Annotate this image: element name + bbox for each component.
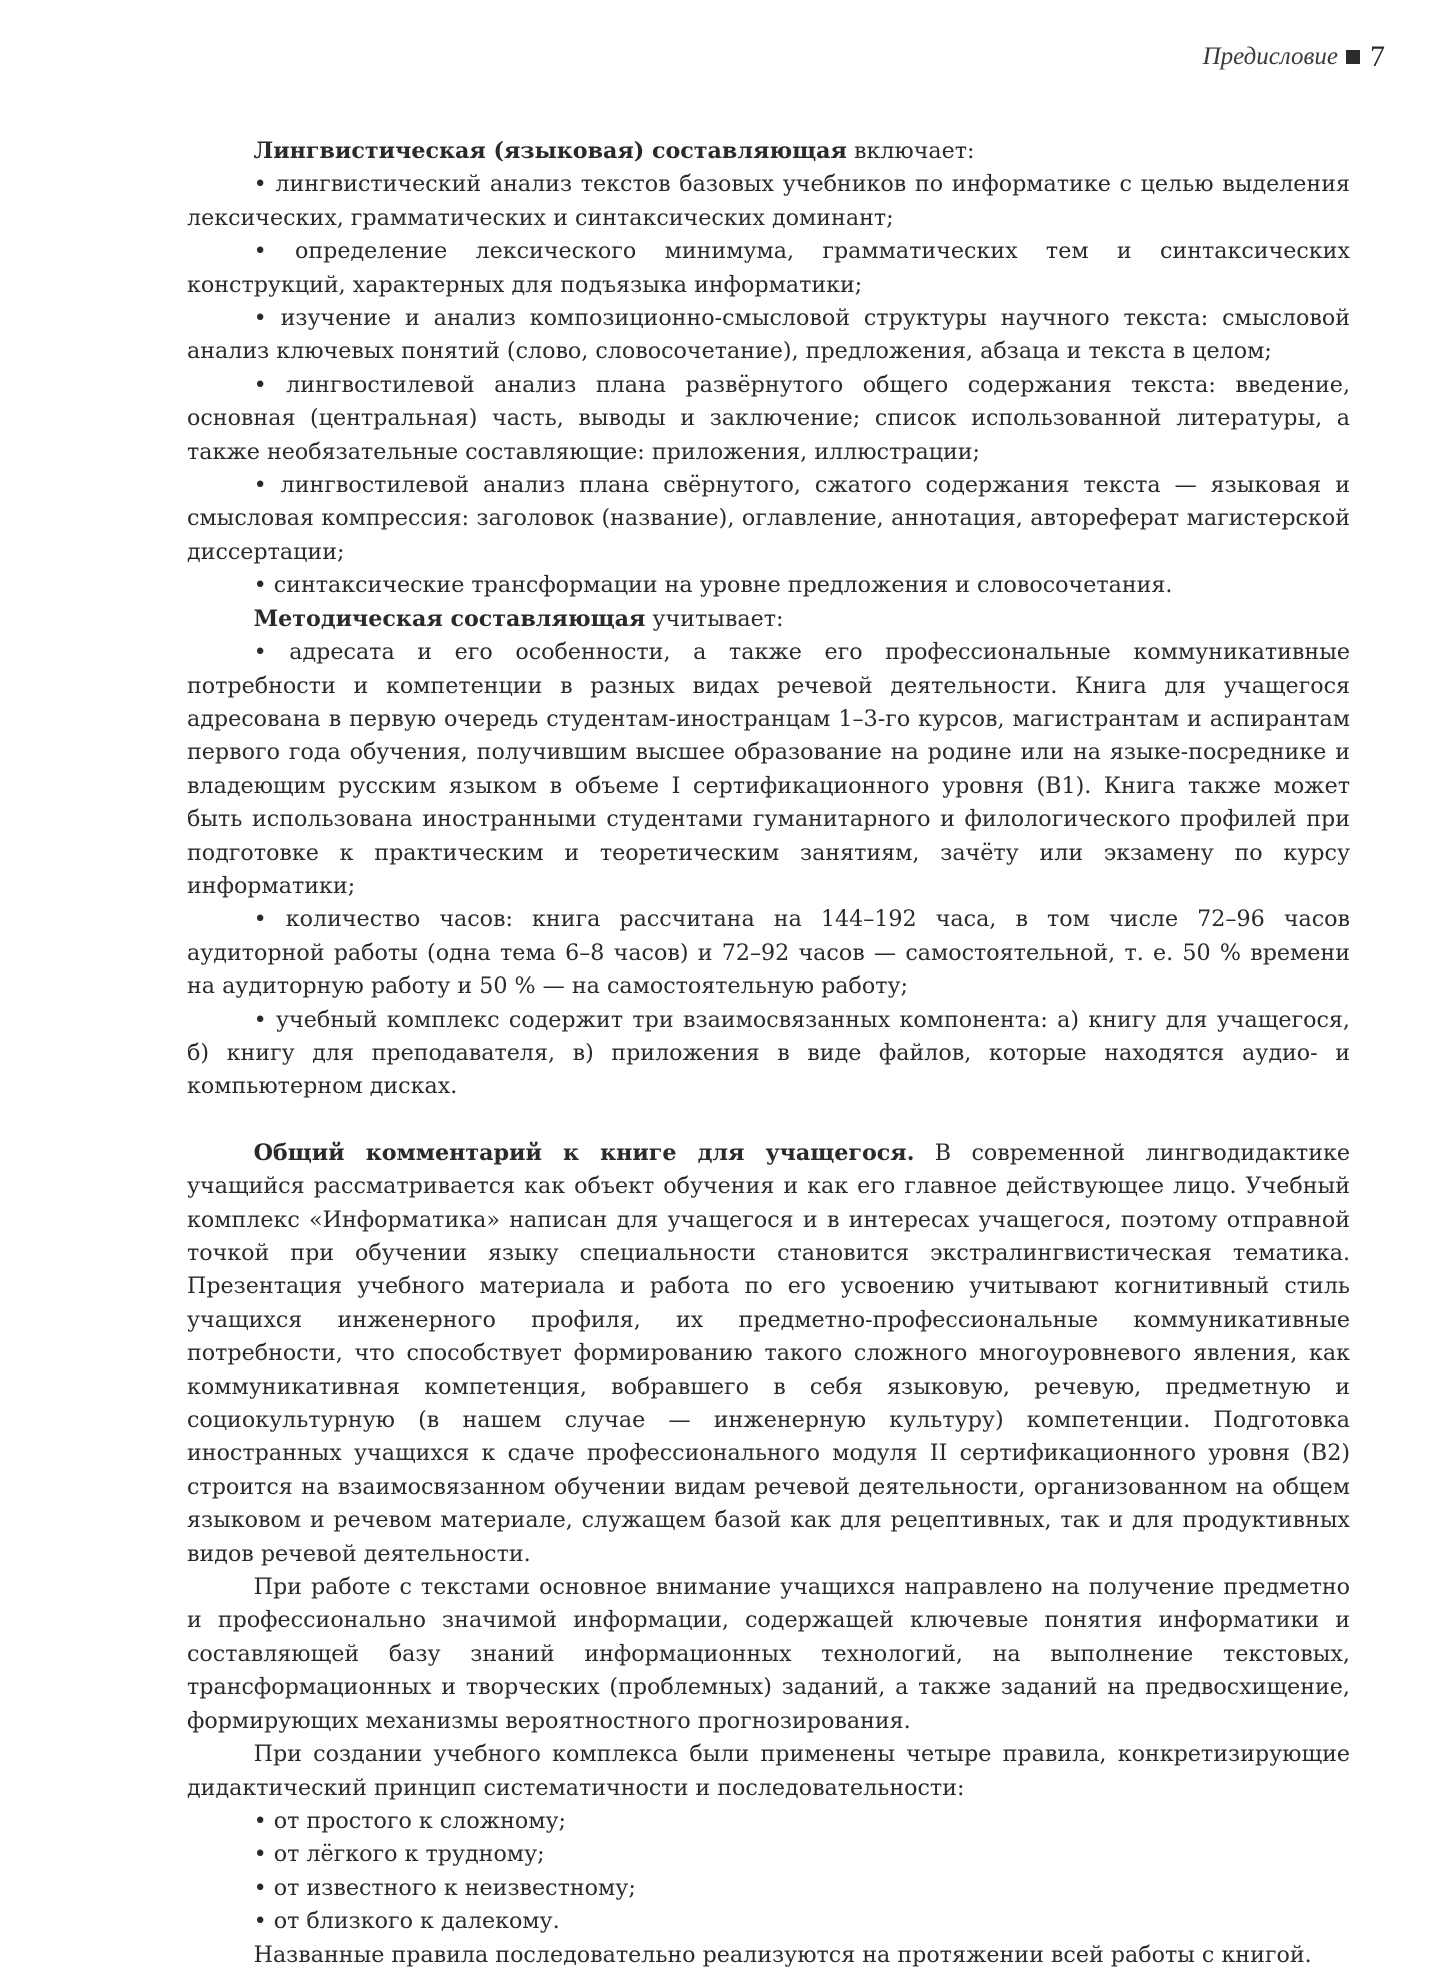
bullet-icon: • <box>253 305 267 332</box>
bullet-icon: • <box>253 1006 267 1033</box>
list-item <box>187 469 1350 569</box>
page-body <box>187 135 1350 1972</box>
list-item-text: лингвостилевой анализ плана свёрнутого, сжатого содержания текста — языковая и смысловая компрессия: заголовок (название), оглавление, аннотация, автореферат магистерской диссертации; <box>187 472 1350 565</box>
general-paragraph-3: При создании учебного комплекса были применены четыре правила, конкретизирующие дидактический принцип систематичности и последовательности: <box>187 1741 1350 1801</box>
linguistic-heading: Лингвистическая (языковая) составляющая <box>253 138 847 164</box>
methodical-heading-tail: учитывает: <box>645 605 784 632</box>
page-number: 7 <box>1370 40 1385 73</box>
list-item <box>187 369 1350 469</box>
bullet-icon: • <box>253 1908 267 1935</box>
list-item-text: количество часов: книга рассчитана на 144–192 часа, в том числе 72–96 часов аудиторной работы (одна тема 6–8 часов) и 72–92 часов — самостоятельной, т. е. 50 % времени на аудиторную работу и 50 % — на самостоятельную работу; <box>187 906 1350 1000</box>
list-item-text: лингвостилевой анализ плана развёрнутого общего содержания текста: введение, основная (центральная) часть, выводы и заключение; список использованной литературы, а также необязательные составляющие: приложения, иллюстрации; <box>187 371 1350 465</box>
list-item <box>187 302 1350 369</box>
section-gap <box>187 1104 1350 1137</box>
general-paragraph-1-text: В современной лингводидактике учащийся рассматривается как объект обучения и как его главное действующее лицо. Учебный комплекс «Информатика» написан для учащегося и в интересах учащегося, поэтому отправной точкой при обучении языку специальности становится экстралингвистическая тематика. Презентация учебного материала и работа по его усвоению учитывают когнитивный стиль учащихся инженерного профиля, их предметно-профессиональные коммуникативные потребности, что способствует формированию такого сложного многоуровневого явления, как коммуникативная компетенция, вобравшего в себя языковую, речевую, предметную и социокультурную (в нашем случае — инженерную культуру) компетенции. Подготовка иностранных учащихся к сдаче профессионального модуля II сертификационного уровня (В2) строится на взаимосвязанном обучении видам речевой деятельности, организованном на общем языковом и речевом материале, служащем базой как для рецептивных, так и для продуктивных видов речевой деятельности. <box>187 1139 1350 1567</box>
bullet-icon: • <box>253 238 267 265</box>
methodical-heading-paragraph <box>187 603 1350 636</box>
general-paragraph-2: При работе с текстами основное внимание учащихся направлено на получение предметно и профессионально значимой информации, содержащей ключевые понятия информатики и составляющей базу знаний информационных технологий, на выполнение текстовых, трансформационных и творческих (проблемных) заданий, а также заданий на предвосхищение, формирующих механизмы вероятностного прогнозирования. <box>187 1574 1350 1734</box>
list-item <box>187 1872 1350 1905</box>
running-head-section: Предисловие <box>1202 43 1338 70</box>
list-item-text: адресата и его особенности, а также его профессиональные коммуникативные потребности и компетенции в разных видах речевой деятельности. Книга для учащегося адресована в первую очередь студентам-иностранцам 1–3-го курсов, магистрантам и аспирантам первого года обучения, получившим высшее образование на родине или на языке-посреднике и владеющим русским языком в объеме I сертификационного уровня (В1). Книга также может быть использована иностранными студентами гуманитарного и филологического профилей при подготовке к практическим и теоретическим занятиям, зачёту или экзамену по курсу информатики; <box>187 639 1350 899</box>
bullet-icon: • <box>253 572 267 599</box>
list-item <box>187 903 1350 1003</box>
list-item-text: синтаксические трансформации на уровне предложения и словосочетания. <box>273 572 1173 599</box>
bullet-icon: • <box>253 371 267 398</box>
list-item <box>187 569 1350 602</box>
list-item-text: от лёгкого к трудному; <box>273 1841 545 1868</box>
bullet-icon: • <box>253 1841 267 1868</box>
general-heading: Общий комментарий к книге для учащегося. <box>253 1139 915 1166</box>
list-item-text: от известного к неизвестному; <box>273 1874 636 1901</box>
bullet-icon: • <box>253 906 267 933</box>
linguistic-heading-paragraph <box>187 135 1350 168</box>
methodical-heading: Методическая составляющая <box>253 605 646 632</box>
bullet-icon: • <box>253 639 267 666</box>
bullet-icon: • <box>253 1874 267 1901</box>
list-item <box>187 636 1350 903</box>
list-item-text: от простого к сложному; <box>273 1807 567 1834</box>
linguistic-heading-tail: включает: <box>846 138 975 164</box>
running-head <box>1203 40 1385 74</box>
list-item-text: лингвистический анализ текстов базовых учебников по информатике с целью выделения лексических, грамматических и синтаксических доминант; <box>187 171 1350 231</box>
list-item-text: определение лексического минимума, грамматических тем и синтаксических конструкций, характерных для подъязыка информатики; <box>187 238 1350 298</box>
list-item <box>187 168 1350 235</box>
list-item <box>187 1805 1350 1838</box>
bullet-icon: • <box>253 171 267 198</box>
list-item-text: от близкого к далекому. <box>273 1908 560 1935</box>
list-item <box>187 1004 1350 1104</box>
bullet-icon: • <box>253 1807 267 1834</box>
bullet-icon: • <box>253 472 267 499</box>
square-separator-icon <box>1346 50 1360 64</box>
list-item-text: учебный комплекс содержит три взаимосвязанных компонента: а) книгу для учащегося, б) книгу для преподавателя, в) приложения в виде файлов, которые находятся аудио- и компьютерном дисках. <box>187 1006 1350 1100</box>
list-item <box>187 1905 1350 1938</box>
list-item <box>187 235 1350 302</box>
closing-paragraph: Названные правила последовательно реализуются на протяжении всей работы с книгой. <box>253 1941 1312 1968</box>
general-paragraph-1 <box>187 1137 1350 1571</box>
list-item-text: изучение и анализ композиционно-смысловой структуры научного текста: смысловой анализ ключевых понятий (слово, словосочетание), предложения, абзаца и текста в целом; <box>187 305 1350 365</box>
list-item <box>187 1838 1350 1871</box>
